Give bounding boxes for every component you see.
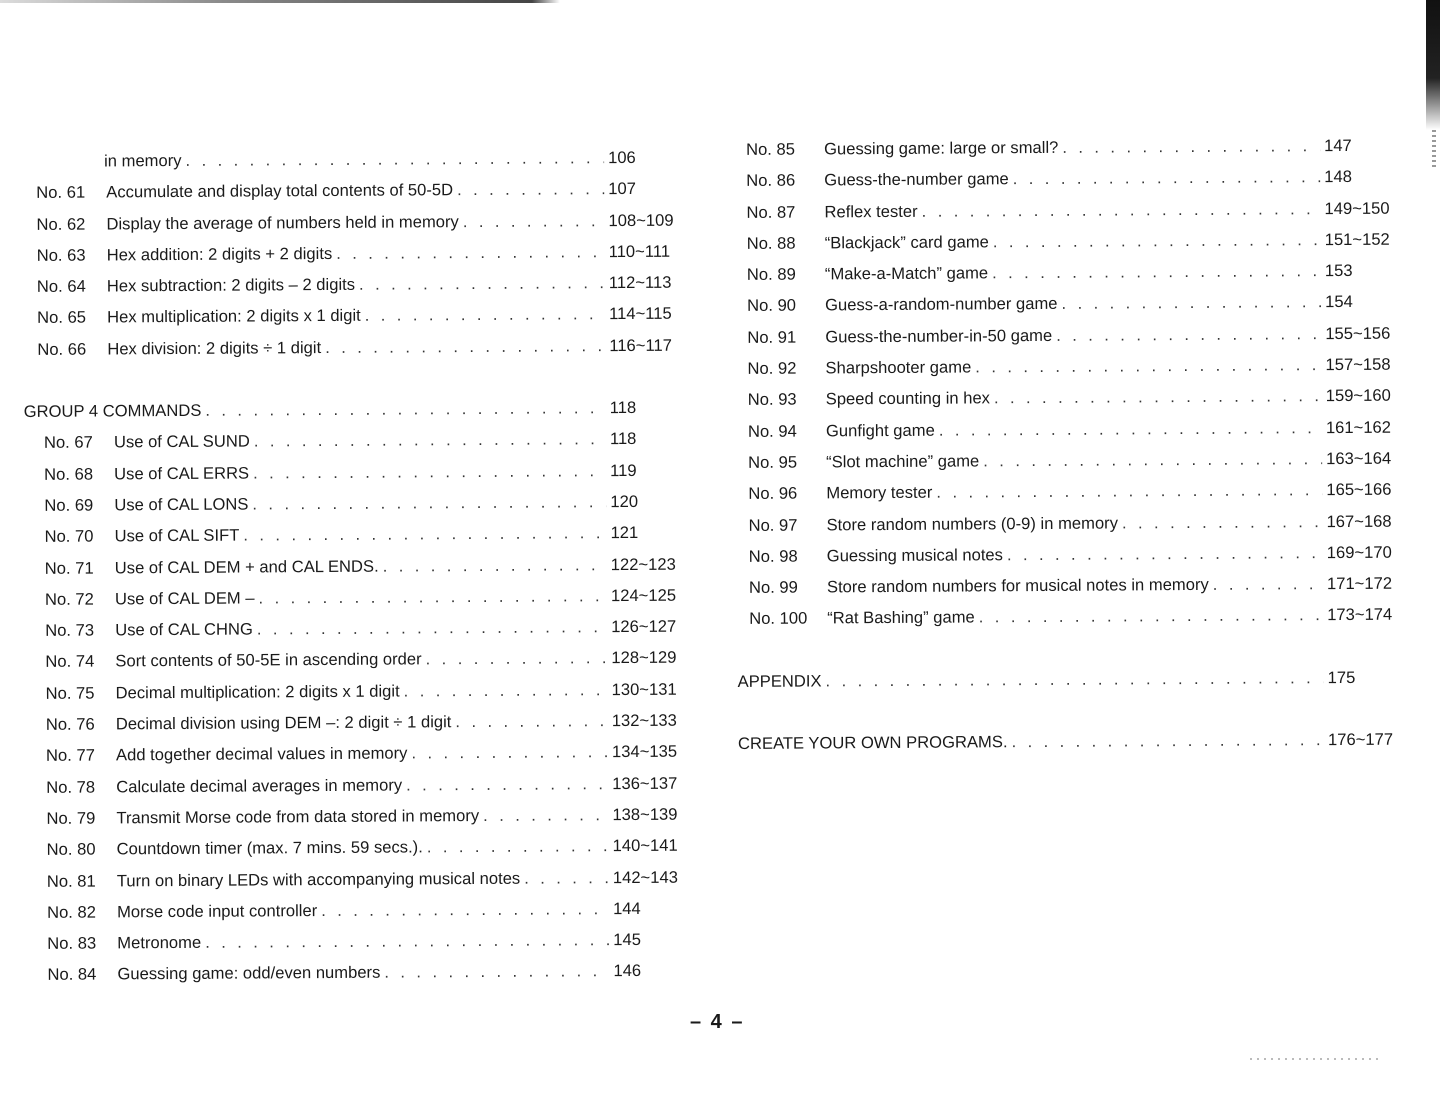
toc-entry xyxy=(736,417,1410,453)
toc-entry xyxy=(25,617,695,653)
toc-entry-number: No. 93 xyxy=(747,389,797,410)
leader-dots xyxy=(939,418,1322,441)
leader-dots xyxy=(185,148,604,171)
toc-right-column xyxy=(734,136,1412,766)
toc-entry xyxy=(27,961,697,997)
toc-entry-number: No. 76 xyxy=(45,714,95,734)
scan-edge-right-marks xyxy=(1432,130,1436,170)
toc-entry xyxy=(734,136,1408,172)
toc-entry-number: No. 83 xyxy=(47,933,97,953)
toc-entry-number: No. 99 xyxy=(748,577,798,598)
toc-entry-page: 121 xyxy=(610,523,639,543)
toc-entry-number: No. 80 xyxy=(46,839,96,860)
toc-entry-number: No. 71 xyxy=(44,558,94,578)
toc-entry-title: “Make-a-Match” game xyxy=(824,263,989,284)
leader-dots xyxy=(922,199,1321,222)
toc-entry xyxy=(25,648,695,684)
toc-entry-number: No. 100 xyxy=(749,608,808,629)
toc-entry-page: 108~109 xyxy=(608,210,674,230)
toc-entry-number: No. 75 xyxy=(45,683,95,703)
toc-entry xyxy=(27,836,697,872)
toc-entry-page: 136~137 xyxy=(612,773,678,793)
scan-edge-right xyxy=(1426,0,1440,130)
scan-speck xyxy=(1250,1058,1380,1060)
toc-entry-page: 155~156 xyxy=(1325,323,1391,343)
toc-entry-number: No. 86 xyxy=(746,170,796,191)
leader-dots xyxy=(359,273,605,295)
toc-entry xyxy=(27,930,697,966)
leader-dots xyxy=(993,230,1321,252)
toc-entry-page: 118 xyxy=(609,429,637,449)
toc-entry-page: 128~129 xyxy=(611,648,677,668)
toc-entry-title: Guess-a-random-number game xyxy=(825,294,1058,315)
toc-entry-title: Guessing game: large or small? xyxy=(823,137,1059,159)
toc-block-2 xyxy=(24,429,698,997)
toc-entry-title: Guess-the-number-in-50 game xyxy=(825,325,1053,347)
toc-entry-number: No. 89 xyxy=(746,264,796,285)
toc-entry xyxy=(23,241,693,277)
toc-entry xyxy=(24,523,694,559)
toc-entry xyxy=(25,585,695,621)
toc-entry-page: 114~115 xyxy=(609,304,672,324)
toc-entry-number: No. 85 xyxy=(745,139,796,159)
toc-entry-title: Store random numbers for musical notes in memory xyxy=(826,575,1209,597)
leader-dots xyxy=(406,774,608,795)
toc-entry-title: Use of CAL CHNG xyxy=(115,619,253,640)
toc-entry-title: Speed counting in hex xyxy=(825,388,991,409)
leader-dots xyxy=(254,430,606,452)
toc-create-programs xyxy=(738,730,1412,766)
group-heading-page: 118 xyxy=(609,398,637,418)
toc-entry-page: 122~123 xyxy=(610,554,676,574)
leader-dots xyxy=(1122,512,1323,533)
leader-dots xyxy=(325,336,605,358)
toc-entry-number: No. 67 xyxy=(43,432,93,453)
toc-entry xyxy=(736,386,1410,422)
toc-entry-page: 153 xyxy=(1324,261,1353,281)
leader-dots xyxy=(455,711,608,732)
toc-entry-page: 145 xyxy=(613,930,641,950)
toc-entry-title: Transmit Morse code from data stored in memory xyxy=(116,805,480,828)
leader-dots xyxy=(336,242,605,264)
leader-dots xyxy=(426,649,608,670)
leader-dots xyxy=(483,805,608,826)
toc-entry xyxy=(736,448,1410,484)
toc-entry-page: 138~139 xyxy=(612,804,678,825)
leader-dots xyxy=(1061,293,1321,315)
toc-entry-number: No. 79 xyxy=(46,808,96,828)
toc-entry xyxy=(736,511,1410,547)
toc-entry-title: Metronome xyxy=(117,932,202,953)
leader-dots xyxy=(1013,167,1321,189)
toc-entry xyxy=(24,429,694,465)
toc-appendix xyxy=(738,667,1412,703)
toc-entry-page: 147 xyxy=(1323,135,1352,156)
toc-entry-page: 120 xyxy=(610,491,639,512)
toc-entry-number: No. 91 xyxy=(747,327,797,347)
toc-entry-number: No. 61 xyxy=(36,182,86,203)
toc-entry-page: 165~166 xyxy=(1326,479,1392,500)
toc-entry xyxy=(22,210,692,246)
toc-entry-title: Morse code input controller xyxy=(116,900,318,922)
group-heading-title: GROUP 4 COMMANDS xyxy=(23,400,202,422)
toc-entry xyxy=(24,492,694,528)
toc-entry-title: Use of CAL LONS xyxy=(114,494,249,515)
toc-entry-page: 149~150 xyxy=(1324,198,1390,218)
leader-dots xyxy=(258,586,607,608)
toc-entry xyxy=(23,335,693,371)
toc-entry xyxy=(26,711,696,747)
toc-entry-title: in memory xyxy=(103,150,182,171)
toc-entry-page: 142~143 xyxy=(612,867,678,887)
toc-entry xyxy=(737,574,1411,610)
toc-entry-page: 116~117 xyxy=(609,335,672,355)
toc-entry xyxy=(26,804,696,840)
toc-entry-number: No. 87 xyxy=(746,202,796,222)
toc-entry-number: No. 77 xyxy=(45,745,95,766)
leader-dots xyxy=(979,606,1324,628)
toc-entry-title: Use of CAL DEM + and CAL ENDS. xyxy=(114,556,379,577)
toc-entry-number: No. 74 xyxy=(45,651,95,672)
toc-entry-title: Use of CAL ERRS xyxy=(114,463,250,484)
leader-dots xyxy=(1213,574,1323,595)
toc-entry xyxy=(25,554,695,590)
toc-entry-page: 140~141 xyxy=(612,835,678,856)
toc-entry-number: No. 92 xyxy=(747,358,797,378)
toc-entry-title: Decimal multiplication: 2 digits x 1 digit xyxy=(115,681,400,703)
toc-entry xyxy=(735,355,1409,391)
toc-entry-number: No. 82 xyxy=(46,902,96,922)
leader-dots xyxy=(936,480,1322,503)
leader-dots xyxy=(983,449,1322,471)
toc-entry-number: No. 65 xyxy=(37,308,87,328)
toc-entry-number: No. 88 xyxy=(746,233,796,253)
toc-entry-title: Guessing game: odd/even numbers xyxy=(117,963,381,984)
leader-dots xyxy=(1056,324,1321,346)
toc-entry-title: Use of CAL DEM – xyxy=(114,588,255,609)
appendix-title: APPENDIX xyxy=(737,671,822,691)
toc-entry-title: Add together decimal values in memory xyxy=(115,743,408,765)
leader-dots xyxy=(1007,543,1323,565)
toc-entry xyxy=(735,229,1409,265)
toc-entry-title: Countdown timer (max. 7 mins. 59 secs.). xyxy=(116,837,423,859)
scan-edge-top xyxy=(0,0,560,3)
leader-dots xyxy=(411,742,608,763)
toc-entry-title: Turn on binary LEDs with accompanying musical notes xyxy=(116,868,521,890)
toc-entry-number: No. 78 xyxy=(46,777,96,797)
toc-entry xyxy=(735,292,1409,328)
toc-entry xyxy=(23,273,693,309)
leader-dots xyxy=(404,680,608,701)
toc-entry-page: 130~131 xyxy=(611,679,677,699)
leader-dots xyxy=(427,836,609,857)
toc-entry-page: 161~162 xyxy=(1325,417,1392,437)
toc-entry-page: 148 xyxy=(1324,167,1353,187)
leader-dots xyxy=(994,386,1322,408)
toc-entry-page: 157~158 xyxy=(1325,354,1391,375)
toc-entry-title: Guessing musical notes xyxy=(826,545,1003,566)
toc-entry xyxy=(737,542,1411,578)
toc-entry-number: No. 69 xyxy=(44,495,94,515)
leader-dots xyxy=(321,899,609,921)
toc-entry xyxy=(735,261,1409,297)
toc-entry-page: 159~160 xyxy=(1325,386,1391,406)
toc-entry-number: No. 97 xyxy=(748,515,798,535)
toc-entry xyxy=(24,460,694,496)
toc-entry-number: No. 73 xyxy=(45,620,95,641)
toc-entry-number: No. 66 xyxy=(37,339,87,359)
leader-dots xyxy=(463,211,605,232)
toc-entry xyxy=(27,898,697,934)
toc-entry-title: Use of CAL SUND xyxy=(113,431,250,452)
toc-entry-title: Hex multiplication: 2 digits x 1 digit xyxy=(107,306,361,327)
leader-dots xyxy=(205,930,609,953)
toc-entry xyxy=(734,198,1408,234)
toc-entry-title: Display the average of numbers held in memory xyxy=(106,211,459,234)
toc-entry-number: No. 95 xyxy=(748,452,798,472)
toc-entry-title: Reflex tester xyxy=(824,201,918,221)
leader-dots xyxy=(205,398,605,421)
toc-entry-title: “Rat Bashing” game xyxy=(827,607,975,628)
toc-entry-title: Sharpshooter game xyxy=(825,357,972,378)
toc-entry xyxy=(734,167,1408,203)
toc-entry-number: No. 96 xyxy=(748,483,798,504)
toc-entry xyxy=(737,605,1411,641)
toc-entry-page: 110~111 xyxy=(608,241,671,262)
toc-entry-number: No. 68 xyxy=(44,464,94,484)
leader-dots xyxy=(457,179,604,200)
toc-entry xyxy=(26,742,696,778)
toc-entry-title: Sort contents of 50-5E in ascending order xyxy=(115,649,422,671)
toc-entry-number: No. 64 xyxy=(36,276,86,297)
toc-entry-page: 169~170 xyxy=(1326,542,1392,562)
toc-entry-title: “Blackjack” card game xyxy=(824,232,989,253)
leader-dots xyxy=(1062,136,1320,158)
toc-entry-title: Store random numbers (0-9) in memory xyxy=(826,513,1119,534)
toc-entry-title: Gunfight game xyxy=(825,420,935,441)
toc-entry-number: No. 81 xyxy=(46,871,96,891)
leader-dots xyxy=(825,668,1323,691)
toc-entry-title: Calculate decimal averages in memory xyxy=(116,775,403,797)
toc-entry-page: 124~125 xyxy=(610,585,677,605)
leader-dots xyxy=(384,962,609,983)
toc-entry xyxy=(23,304,693,340)
toc-left-column xyxy=(22,148,698,997)
toc-entry xyxy=(735,323,1409,359)
leader-dots xyxy=(992,261,1321,283)
toc-entry-page: 146 xyxy=(613,961,642,981)
toc-entry-title: Memory tester xyxy=(826,482,933,503)
toc-entry-title: Guess-the-number game xyxy=(824,169,1009,190)
toc-entry-number: No. 90 xyxy=(747,296,797,316)
toc-block-1 xyxy=(22,179,693,371)
toc-entry-title: “Slot machine” game xyxy=(826,451,980,472)
toc-entry-page: 171~172 xyxy=(1326,573,1393,594)
leader-dots xyxy=(257,617,607,639)
leader-dots xyxy=(243,523,606,545)
toc-entry-number: No. 94 xyxy=(747,421,797,441)
toc-entry-title: Hex division: 2 digits ÷ 1 digit xyxy=(107,337,322,359)
toc-entry-title: Use of CAL SIFT xyxy=(114,525,240,546)
toc-entry-page: 144 xyxy=(612,898,641,918)
toc-entry xyxy=(26,679,696,715)
toc-group-heading xyxy=(24,398,694,434)
page-number: – 4 – xyxy=(690,1011,745,1033)
toc-entry-page: 126~127 xyxy=(611,616,677,637)
appendix-page: 175 xyxy=(1327,667,1356,687)
toc-entry-page: 151~152 xyxy=(1324,229,1390,249)
leader-dots xyxy=(252,492,606,514)
toc-entry-title: Hex subtraction: 2 digits – 2 digits xyxy=(106,274,356,296)
toc-entry-page: 132~133 xyxy=(611,710,677,731)
toc-entry xyxy=(27,867,697,903)
leader-dots xyxy=(975,355,1321,377)
toc-entry-title: Accumulate and display total contents of 50-5D xyxy=(106,180,454,202)
toc-entry-page: 154 xyxy=(1325,292,1353,312)
leader-dots xyxy=(383,555,607,576)
toc-block-3 xyxy=(734,136,1411,641)
toc-entry-title: Decimal division using DEM –: 2 digit ÷ 1 digit xyxy=(115,712,452,734)
leader-dots xyxy=(1011,730,1324,752)
toc-entry-number: No. 72 xyxy=(44,589,94,609)
toc-entry-page: 134~135 xyxy=(611,742,678,762)
create-programs-title: CREATE YOUR OWN PROGRAMS. xyxy=(737,732,1008,754)
toc-entry xyxy=(736,480,1410,516)
toc-entry-page: 112~113 xyxy=(608,272,672,293)
leader-dots xyxy=(524,868,609,889)
toc-entry-number: No. 63 xyxy=(36,245,86,265)
toc-entry-page: 167~168 xyxy=(1326,511,1392,531)
toc-entry-number: No. 70 xyxy=(44,526,94,547)
create-programs-page: 176~177 xyxy=(1327,729,1394,750)
leader-dots xyxy=(365,305,605,327)
toc-entry-number: No. 98 xyxy=(748,546,798,566)
toc-entry-page: 107 xyxy=(608,179,637,199)
toc-entry-page: 173~174 xyxy=(1327,605,1393,625)
toc-entry-title: Hex addition: 2 digits + 2 digits xyxy=(106,243,333,265)
toc-entry-number: No. 84 xyxy=(47,964,97,985)
toc-entry-number: No. 62 xyxy=(36,214,86,234)
toc-entry-continuation xyxy=(22,148,692,184)
leader-dots xyxy=(253,461,606,483)
toc-entry xyxy=(22,179,692,215)
toc-entry-page: 106 xyxy=(607,147,636,168)
toc-entry-page: 119 xyxy=(610,460,637,480)
toc-entry xyxy=(26,773,696,809)
toc-entry-page: 163~164 xyxy=(1326,448,1392,469)
